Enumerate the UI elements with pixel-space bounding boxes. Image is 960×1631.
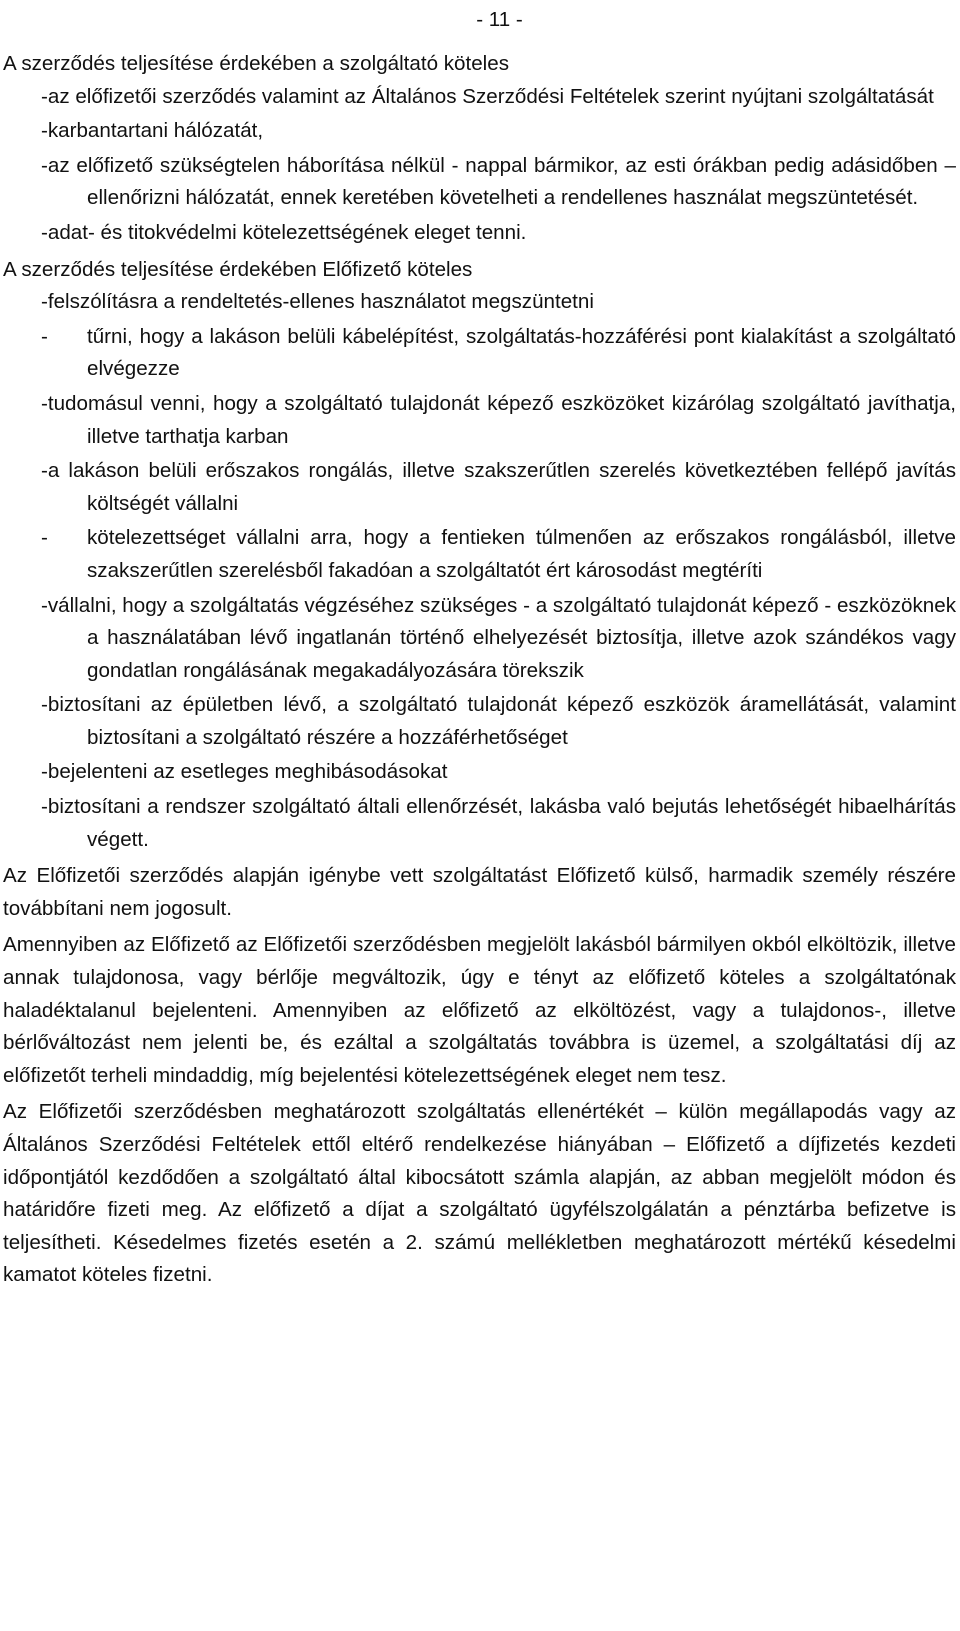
subscriber-obligations-list <box>3 286 956 856</box>
list-item-text: biztosítani a rendszer szolgáltató általi ellenőrzését, lakásba való bejutás lehetőségét hibaelhárítás végett. <box>47 795 956 851</box>
subscriber-obligations-section <box>3 254 956 857</box>
payment-paragraph: Az Előfizetői szerződésben meghatározott szolgáltatás ellenértékét – külön megállapodás vagy az Általános Szerződési Feltételek ettől eltérő rendelkezése hiányában – Előfizető a díjfizetés kezdeti időpontjától kezdődően a szolgáltató által kibocsátott számla alapján, az abban megjelölt módon és határidőre fizeti meg. Az előfizető a díjat a szolgáltató ügyfélszolgálatán a pénztárba befizetve is teljesítheti. Késedelmes fizetés esetén a 2. számú mellékletben meghatározott mértékű késedelmi kamatot köteles fizetni. <box>3 1100 956 1287</box>
relocation-paragraph: Amennyiben az Előfizető az Előfizetői szerződésben megjelölt lakásból bármilyen okból elköltözik, illetve annak tulajdonosa, vagy bérlője megváltozik, úgy e tényt az előfizető köteles a szolgáltatónak haladéktalanul bejelenteni. Amennyiben az előfizető az elköltözést, vagy a tulajdonos-, illetve bérlőváltozást nem jelenti be, és ezáltal a szolgáltatás továbbra is üzemel, a szolgáltatási díj az előfizetőt terheli mindaddig, míg bejelentési kötelezettségének eleget nem tesz. <box>3 933 956 1087</box>
list-item-text: karbantartani hálózatát, <box>47 119 264 143</box>
list-item <box>3 455 956 520</box>
list-item <box>3 150 956 215</box>
list-item <box>3 286 956 319</box>
list-item-text: adat- és titokvédelmi kötelezettségének eleget tenni. <box>47 220 527 244</box>
provider-obligations-section <box>3 48 956 250</box>
list-item-text: vállalni, hogy a szolgáltatás végzéséhez szükséges - a szolgáltató tulajdonát képező - eszközöknek a használatában lévő ingatlanán történő elhelyezését biztosítja, illetve azok szándékos vagy gondatlan rongálásának megakadályozására törekszik <box>47 593 956 682</box>
list-item <box>3 81 956 114</box>
list-item <box>3 756 956 789</box>
provider-obligations-intro: A szerződés teljesítése érdekében a szolgáltató köteles <box>3 52 509 75</box>
list-dash: - <box>41 220 48 244</box>
list-item <box>3 115 956 148</box>
subscriber-obligations-intro: A szerződés teljesítése érdekében Előfizető köteles <box>3 257 473 281</box>
list-dash: - <box>41 593 48 617</box>
list-dash: - <box>41 795 48 819</box>
list-dash: - <box>41 760 48 784</box>
list-item-text: az előfizető szükségtelen háborítása nélkül - nappal bármikor, az esti órákban pedig adásidőben – ellenőrizni hálózatát, ennek keretében követelheti a rendellenes használat megszüntetését. <box>47 153 956 210</box>
page-number: - 11 - <box>476 8 523 31</box>
list-item <box>3 217 956 250</box>
document-page <box>3 0 956 1292</box>
provider-obligations-list <box>3 81 956 250</box>
list-dash: - <box>41 693 48 717</box>
list-item <box>3 689 956 754</box>
list-item-text: bejelenteni az esetleges meghibásodásokat <box>47 760 448 784</box>
list-dash: - <box>41 459 48 483</box>
list-item-text: felszólításra a rendeltetés-ellenes használatot megszüntetni <box>47 290 594 314</box>
list-dash: - <box>41 290 48 314</box>
list-dash: - <box>41 153 48 177</box>
list-item-text: kötelezettséget vállalni arra, hogy a fentieken túlmenően az erőszakos rongálásból, illetve szakszerűtlen szerelésből fakadóan a szolgáltatót ért károsodást megtéríti <box>87 526 956 582</box>
list-item <box>3 388 956 453</box>
list-dash: - <box>41 391 48 415</box>
list-item <box>3 522 956 587</box>
list-item-text: biztosítani az épületben lévő, a szolgáltató tulajdonát képező eszközök áramellátását, valamint biztosítani a szolgáltató részére a hozzáférhetőséget <box>47 693 956 749</box>
list-item <box>3 590 956 688</box>
list-item-text: tudomásul venni, hogy a szolgáltató tulajdonát képező eszközöket kizárólag szolgáltató javíthatja, illetve tarthatja karban <box>47 391 956 448</box>
list-dash: - <box>41 84 48 108</box>
list-item <box>3 321 956 386</box>
list-dash: - <box>41 526 48 550</box>
list-item-text: tűrni, hogy a lakáson belüli kábelépítést, szolgáltatás-hozzáférési pont kialakítást a szolgáltató elvégezze <box>87 324 956 381</box>
list-dash: - <box>41 324 48 348</box>
list-item-text: a lakáson belüli erőszakos rongálás, illetve szakszerűtlen szerelés következtében fellépő javítás költségét vállalni <box>47 459 956 515</box>
list-item <box>3 791 956 856</box>
list-item-text: az előfizetői szerződés valamint az Általános Szerződési Feltételek szerint nyújtani szolgáltatását <box>47 84 934 108</box>
forwarding-paragraph: Az Előfizetői szerződés alapján igénybe vett szolgáltatást Előfizető külső, harmadik személy részére továbbítani nem jogosult. <box>3 864 956 920</box>
list-dash: - <box>41 119 48 143</box>
